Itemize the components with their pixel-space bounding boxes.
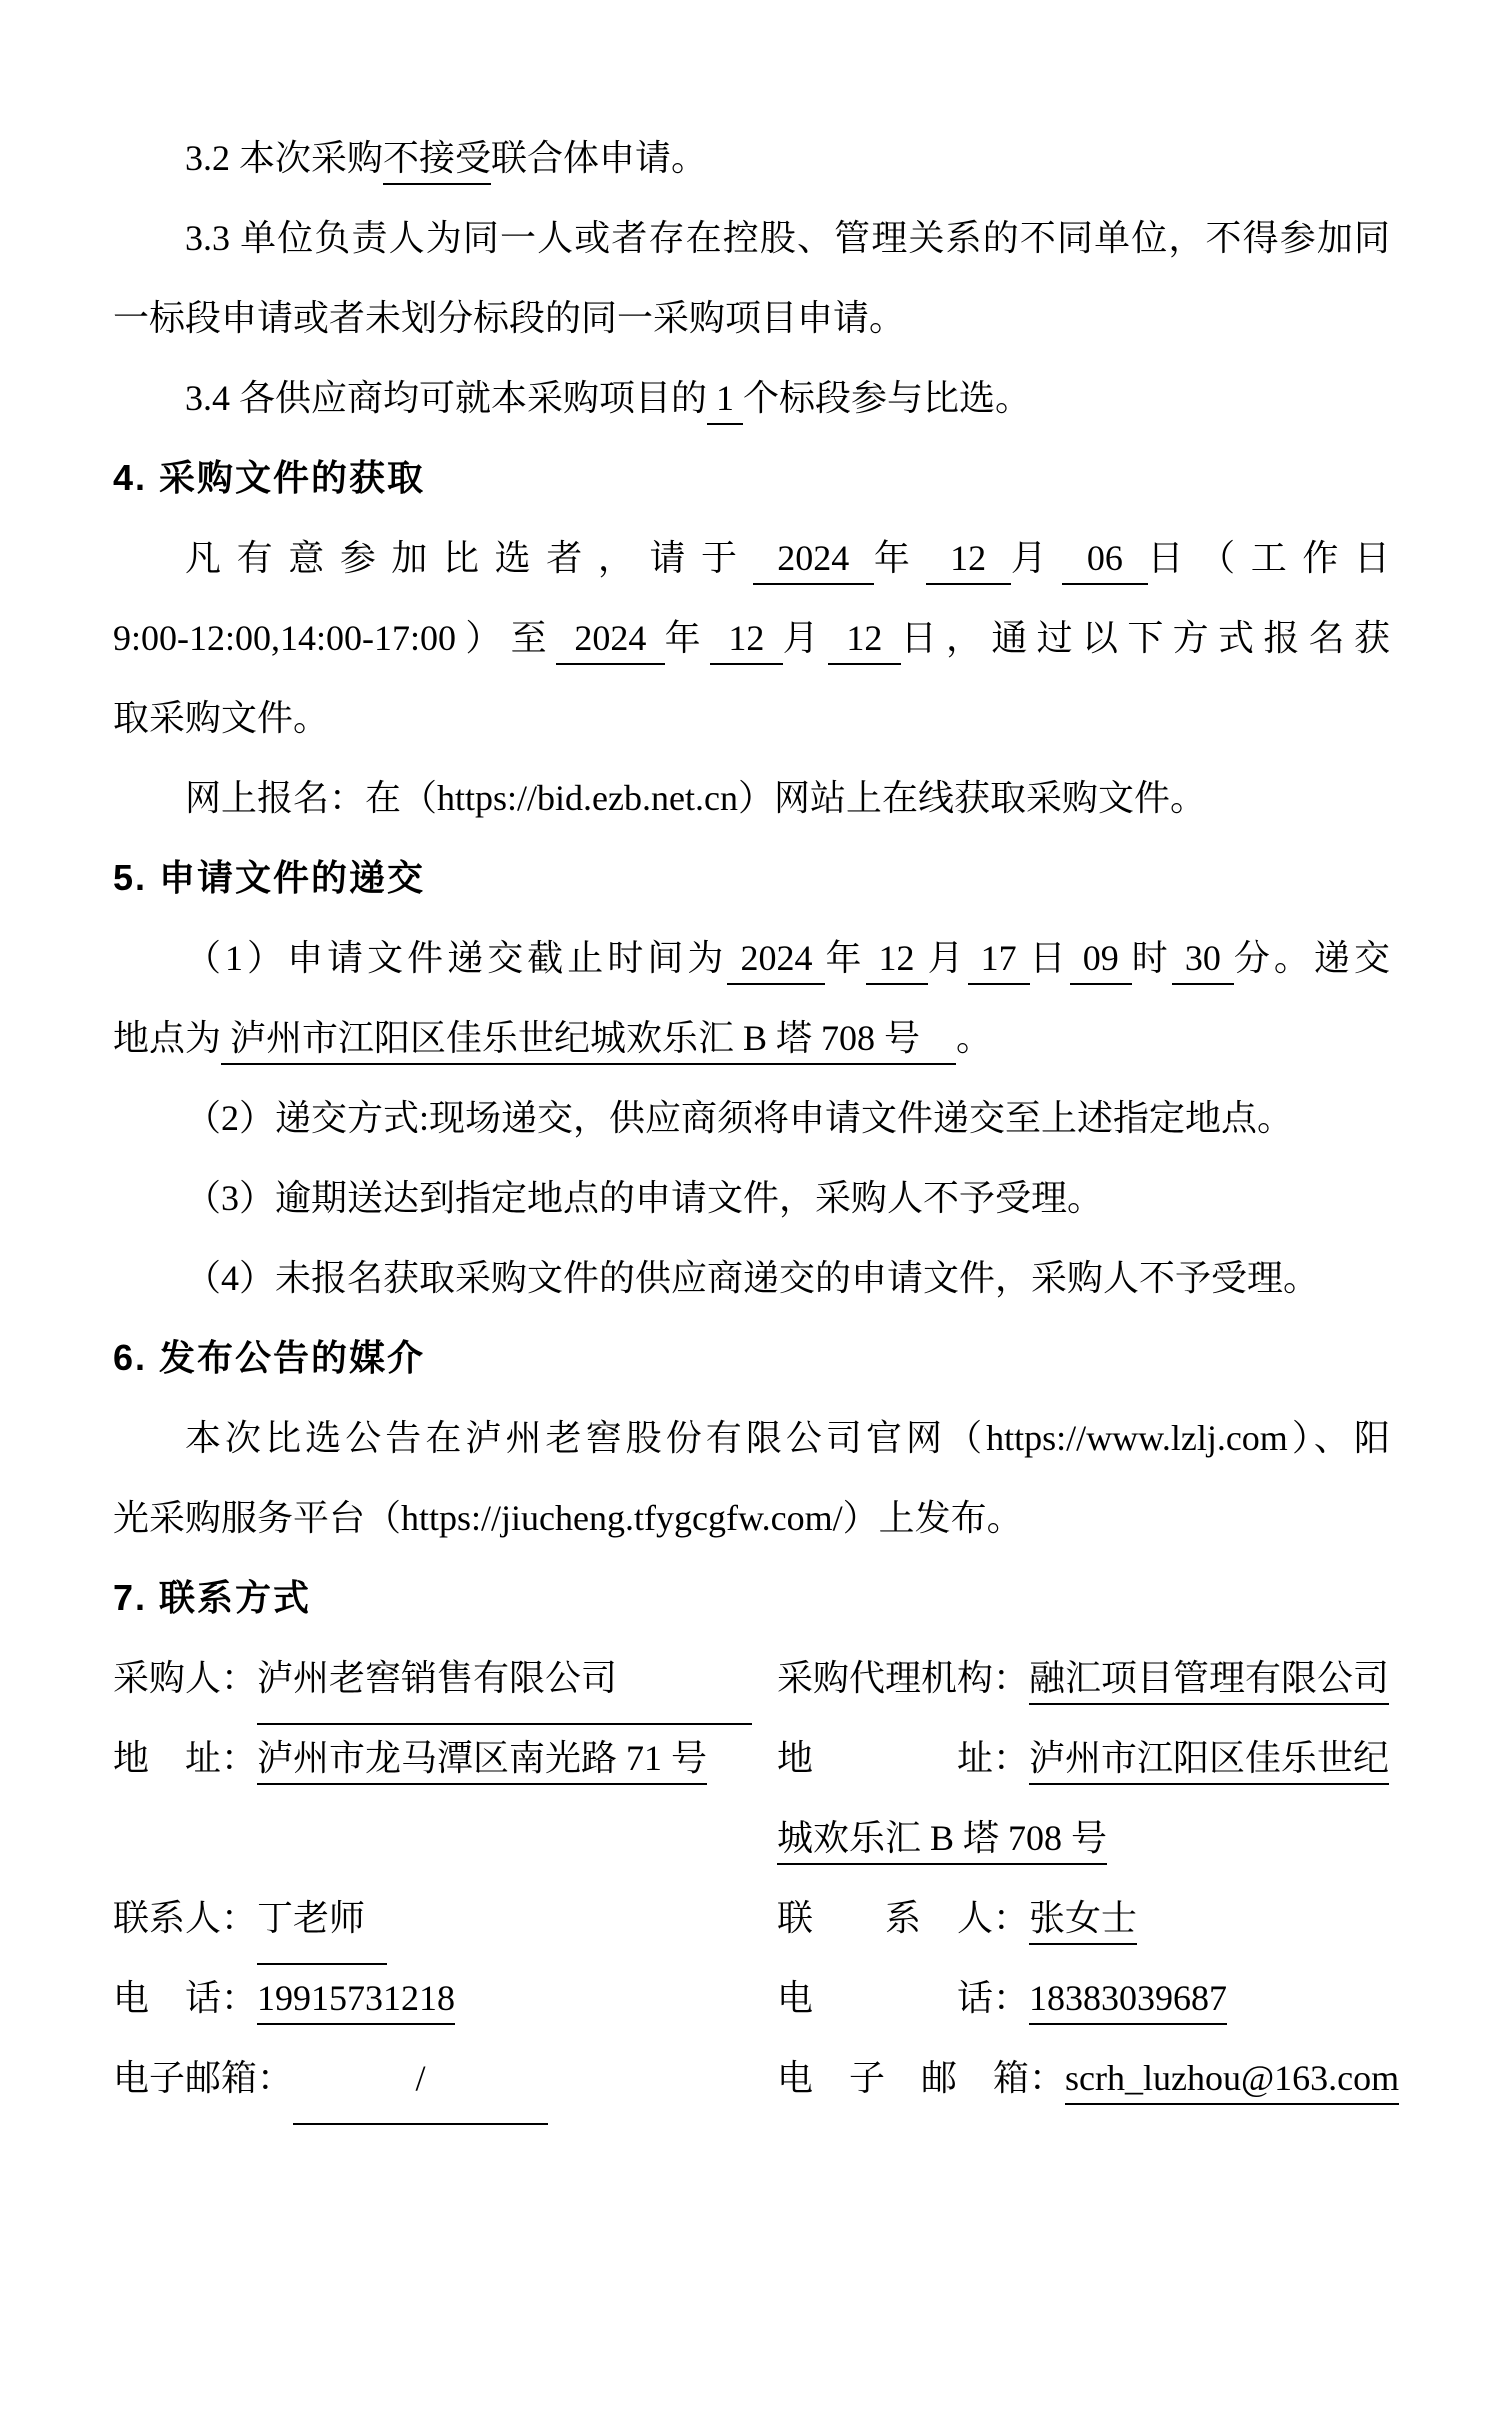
text-run: 月 (782, 618, 829, 658)
document-body (113, 118, 1390, 1638)
text-run: 本次比选公告在泸州老窖股份有限公司官网（https://www.lzlj.com）、阳 (185, 1418, 1390, 1458)
text-run: 采购代理机构： (777, 1658, 1030, 1698)
text-run: 时 (1131, 938, 1172, 978)
text-run: 6. 发布公告的媒介 (113, 1337, 426, 1378)
section-6-line1 (113, 1398, 1390, 1478)
underlined-value: 2024 (753, 538, 874, 585)
contact-line (113, 1878, 777, 1958)
underlined-value: 2024 (727, 938, 825, 985)
section-5-item1-line1 (113, 918, 1390, 998)
text-run: 联合体申请。 (491, 138, 708, 178)
clause-3-3-line2 (113, 278, 1390, 358)
contact-grid (113, 1638, 1400, 2118)
underlined-value: 30 (1172, 938, 1234, 985)
underlined-value: 融汇项目管理有限公司 (1029, 1658, 1389, 1705)
section-6-line2 (113, 1478, 1390, 1558)
underlined-value: 12 (866, 938, 928, 985)
online-signup-line (113, 758, 1390, 838)
clause-3-3-line1 (113, 198, 1390, 278)
text-run: 凡有意参加比选者，请于 (185, 538, 753, 578)
text-run: 日（工作日 (1147, 538, 1390, 578)
underlined-value: 1 (707, 378, 743, 425)
text-run: 4. 采购文件的获取 (113, 457, 426, 498)
underlined-value: 12 (710, 618, 783, 665)
text-run: 日，通过以下方式报名获 (900, 618, 1390, 658)
contact-right-cell (777, 2038, 1399, 2118)
text-run: 电子邮箱： (113, 2058, 294, 2098)
contact-left-cell (113, 1878, 777, 1958)
underlined-value: scrh_luzhou@163.com (1065, 2058, 1399, 2105)
text-run: 3.4 各供应商均可就本采购项目的 (185, 378, 708, 418)
text-run: 分。递交 (1233, 938, 1390, 978)
underlined-value: 09 (1070, 938, 1132, 985)
text-run: 年 (664, 618, 710, 658)
contact-left-cell (113, 1718, 777, 1878)
contact-line (777, 1958, 1399, 2038)
text-run: 月 (927, 938, 968, 978)
section-4-line2 (113, 598, 1390, 678)
text-run: 网上报名：在（https://bid.ezb.net.cn）网站上在线获取采购文件。 (185, 778, 1206, 818)
contact-left-cell (113, 1638, 777, 1718)
section-5-item4 (113, 1238, 1390, 1318)
underlined-value: 18383039687 (1029, 1978, 1227, 2025)
contact-left-cell (113, 1958, 777, 2038)
text-run: （3）逾期送达到指定地点的申请文件，采购人不予受理。 (185, 1178, 1104, 1218)
text-run: 地 址： (777, 1738, 1030, 1778)
text-run: 电 子 邮 箱： (777, 2058, 1066, 2098)
underlined-value: 城欢乐汇 B 塔 708 号 (777, 1818, 1107, 1865)
contact-line (113, 1958, 777, 2038)
section-7-heading (113, 1558, 1390, 1638)
section-6-heading (113, 1318, 1390, 1398)
clause-3-4 (113, 358, 1390, 438)
underlined-value: 12 (926, 538, 1011, 585)
section-4-line1 (113, 518, 1390, 598)
text-run: 日 (1029, 938, 1070, 978)
underlined-value: 泸州市龙马潭区南光路 71 号 (257, 1738, 707, 1785)
underlined-value: 2024 (556, 618, 665, 665)
contact-line (777, 1718, 1399, 1798)
underlined-value: 泸州老窖销售有限公司 (257, 1638, 752, 1725)
contact-line (113, 1638, 777, 1718)
underlined-value: 泸州市江阳区佳乐世纪 (1029, 1738, 1389, 1785)
text-run: 3.3 单位负责人为同一人或者存在控股、管理关系的不同单位，不得参加同 (185, 218, 1390, 258)
section-4-line3 (113, 678, 1390, 758)
text-run: 7. 联系方式 (113, 1577, 312, 1618)
underlined-value: 19915731218 (257, 1978, 455, 2025)
section-5-heading (113, 838, 1390, 918)
underlined-value: 丁老师 (257, 1878, 387, 1965)
clause-3-2 (113, 118, 1390, 198)
text-run: 。 (956, 1018, 993, 1058)
contact-left-cell (113, 2038, 777, 2118)
text-run: 月 (1010, 538, 1063, 578)
underlined-value: 12 (828, 618, 901, 665)
underlined-value: / (293, 2038, 548, 2125)
underlined-value: 06 (1062, 538, 1147, 585)
contact-line (777, 1638, 1399, 1718)
contact-right-cell (777, 1718, 1399, 1878)
text-run: 3.2 本次采购 (185, 138, 384, 178)
text-run: 联 系 人： (777, 1898, 1030, 1938)
contact-line (777, 1878, 1399, 1958)
section-4-heading (113, 438, 1390, 518)
contact-right-cell (777, 1958, 1399, 2038)
contact-line (777, 1798, 1399, 1878)
text-run: 年 (873, 538, 926, 578)
text-run: 地 址： (113, 1738, 258, 1778)
text-run: 电 话： (777, 1978, 1030, 2018)
text-run: （1）申请文件递交截止时间为 (185, 938, 728, 978)
contact-right-cell (777, 1638, 1399, 1718)
underlined-value: 张女士 (1029, 1898, 1137, 1945)
section-5-item1-line2 (113, 998, 1390, 1078)
text-run: 个标段参与比选。 (743, 378, 1032, 418)
contact-line (113, 1718, 777, 1798)
underlined-value: 泸州市江阳区佳乐世纪城欢乐汇 B 塔 708 号 (221, 1018, 956, 1065)
text-run: （4）未报名获取采购文件的供应商递交的申请文件，采购人不予受理。 (185, 1258, 1320, 1298)
text-run: 采购人： (113, 1658, 258, 1698)
text-run: 光采购服务平台（https://jiucheng.tfygcgfw.com/）上发布。 (113, 1498, 1023, 1538)
section-5-item2 (113, 1078, 1390, 1158)
text-run: 取采购文件。 (113, 698, 330, 738)
text-run: 联系人： (113, 1898, 258, 1938)
section-5-item3 (113, 1158, 1390, 1238)
underlined-value: 不接受 (383, 138, 491, 185)
underlined-value: 17 (968, 938, 1030, 985)
text-run: 一标段申请或者未划分标段的同一采购项目申请。 (113, 298, 906, 338)
text-run: 年 (825, 938, 866, 978)
contact-line (113, 2038, 777, 2118)
text-run: （2）递交方式:现场递交，供应商须将申请文件递交至上述指定地点。 (185, 1098, 1294, 1138)
text-run: 地点为 (113, 1018, 222, 1058)
text-run: 9:00-12:00,14:00-17:00）至 (113, 618, 556, 658)
contact-line (777, 2038, 1399, 2118)
contact-right-cell (777, 1878, 1399, 1958)
text-run: 5. 申请文件的递交 (113, 857, 426, 898)
text-run: 电 话： (113, 1978, 258, 2018)
